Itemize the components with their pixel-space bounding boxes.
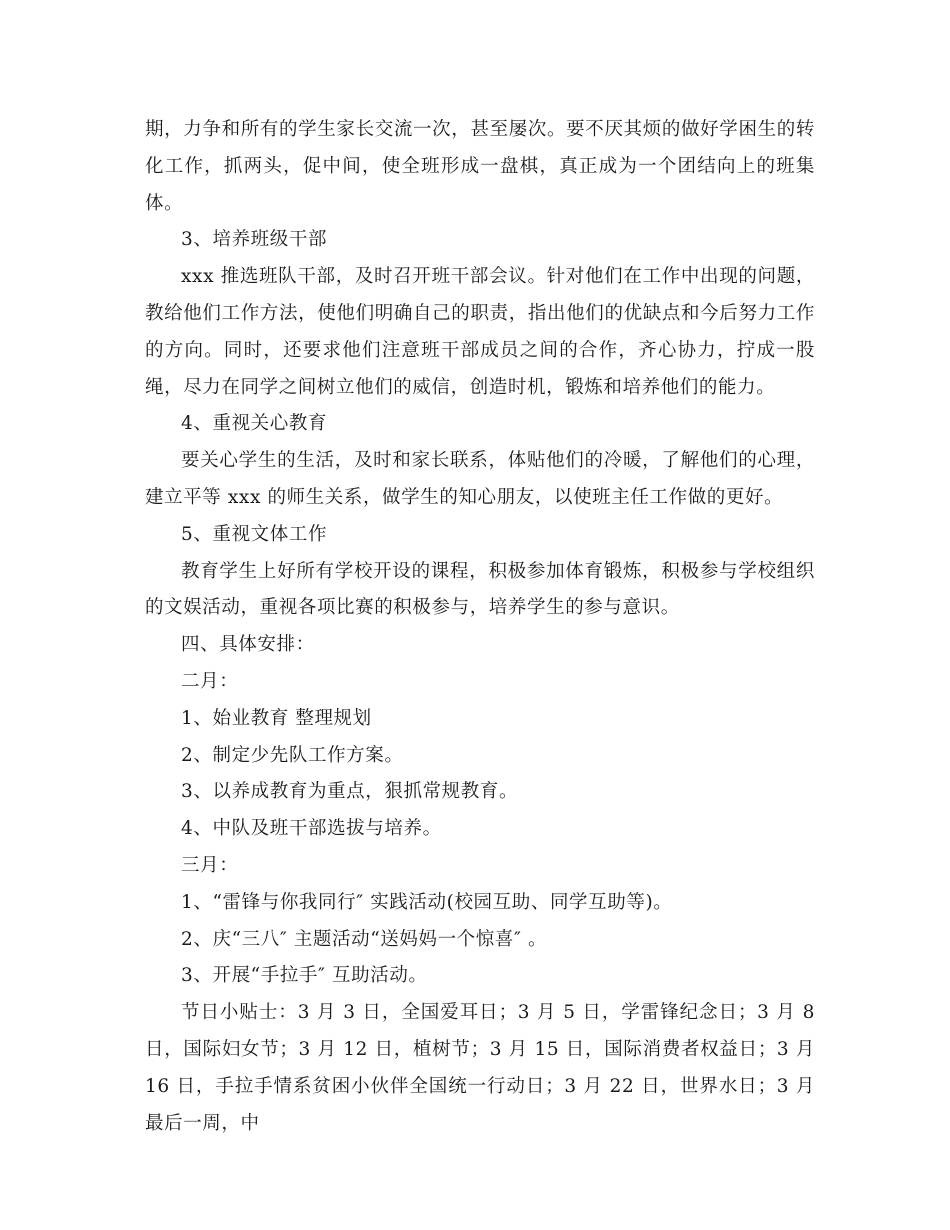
list-item-february-4: 4、中队及班干部选拔与培养。	[181, 818, 442, 840]
heading-march: 三月：	[181, 854, 239, 876]
list-item-march-2: 2、庆“三八″ 主题活动“送妈妈一个惊喜″ 。	[181, 928, 548, 950]
heading-care-education: 4、重视关心教育	[181, 413, 328, 435]
heading-arts-sports: 5、重视文体工作	[181, 523, 328, 545]
paragraph-class-leaders: xxx 推选班队干部，及时召开班干部会议。针对他们在工作中出现的问题，教给他们工作方法，使他们明确自己的职责，指出他们的优缺点和今后努力工作的方向。同时，还要求他们注意班干部成员之间的合作，齐心协力，拧成一股绳，尽力在同学之间树立他们的威信，创造时机，锻炼和培养他们的能力。	[145, 266, 815, 398]
paragraph-arts-sports: 教育学生上好所有学校开设的课程，积极参加体育锻炼，积极参与学校组织的文娱活动，重视各项比赛的积极参与，培养学生的参与意识。	[145, 560, 815, 619]
paragraph-holiday-tips: 节日小贴士：3 月 3 日，全国爱耳日；3 月 5 日，学雷锋纪念日；3 月 8 日，国际妇女节；3 月 12 日，植树节；3 月 15 日，国际消费者权益日；3 月 16 日，手拉手情系贫困小伙伴全国统一行动日；3 月 22 日，世界水日；3 月最后一周，中	[145, 1002, 815, 1134]
heading-february: 二月：	[181, 670, 239, 692]
list-item-february-3: 3、以养成教育为重点，狠抓常规教育。	[181, 781, 519, 803]
list-item-march-3: 3、开展“手拉手″ 互助活动。	[181, 965, 428, 987]
heading-cultivate-class-leaders: 3、培养班级干部	[181, 229, 328, 251]
list-item-february-2: 2、制定少先队工作方案。	[181, 744, 404, 766]
paragraph-care-education: 要关心学生的生活，及时和家长联系，体贴他们的冷暖，了解他们的心理，建立平等 xxx 的师生关系，做学生的知心朋友，以使班主任工作做的更好。	[145, 450, 815, 508]
paragraph-intro-continuation: 期，力争和所有的学生家长交流一次，甚至屡次。要不厌其烦的做好学困生的转化工作，抓两头，促中间，使全班形成一盘棋，真正成为一个团结向上的班集体。	[145, 119, 815, 214]
document-page	[145, 112, 815, 1142]
list-item-march-1: 1、“雷锋与你我同行″ 实践活动(校园互助、同学互助等)。	[181, 891, 673, 913]
heading-specific-arrangements: 四、具体安排：	[181, 634, 315, 656]
list-item-february-1: 1、始业教育 整理规划	[181, 707, 372, 729]
